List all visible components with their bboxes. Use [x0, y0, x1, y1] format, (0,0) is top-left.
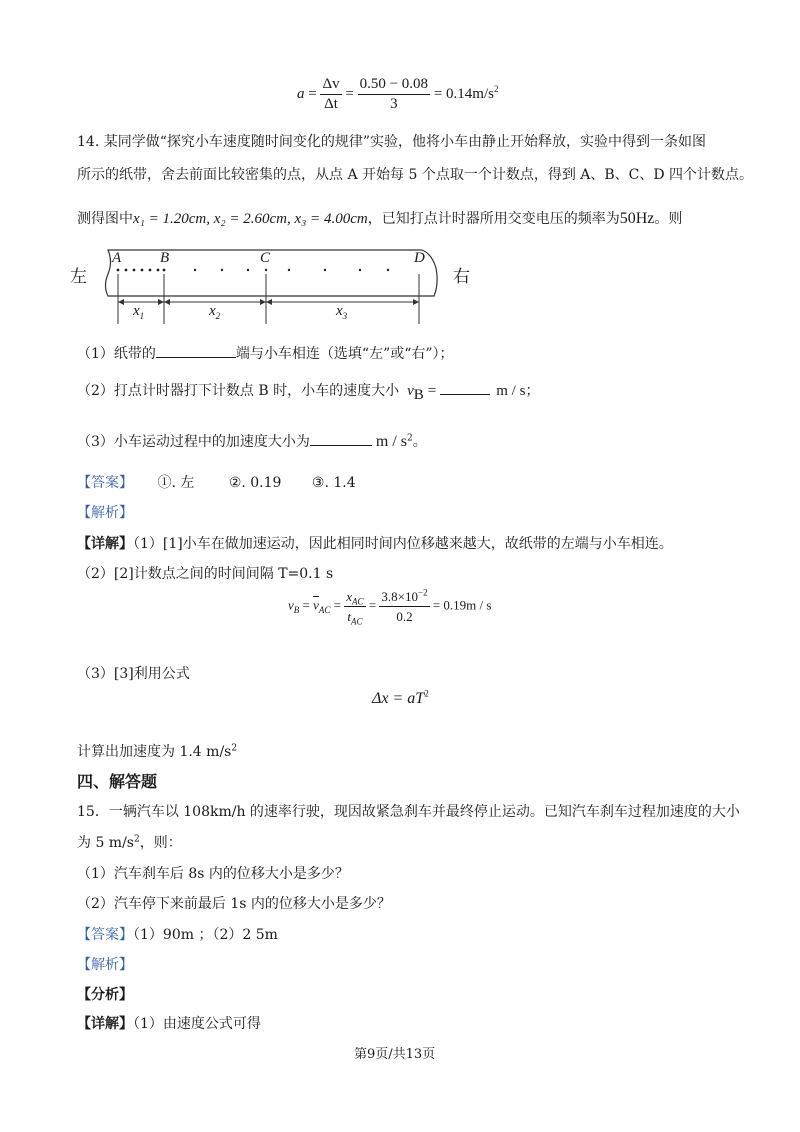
- q14-calc: 计算出加速度为 1.4 $m/s^2$: [77, 743, 238, 760]
- q15-line-2: 为 5 $m/s^2$，则：: [77, 834, 182, 851]
- q14-sub-1: （1）纸带的 端与小车相连（选填“左”或“右”）；: [77, 343, 454, 363]
- formula-result: 0.14m/s: [446, 85, 494, 102]
- q14-detail-3: （3）[3]利用公式: [77, 666, 190, 682]
- point-b-label: B: [160, 250, 170, 266]
- q14-sub-2: （2）打点计时器打下计数点 B 时，小车的速度大小 $v_B = m / s$；: [77, 380, 539, 400]
- q15-analysis-tag: 【解析】: [77, 957, 133, 973]
- q14-line-2: 所示的纸带，舍去前面比较密集的点，从点 A 开始每 5 个点取一个计数点，得到 A、B、C、D 四个计数点。: [77, 167, 754, 183]
- formula-frac-2: $\frac{0.50 - 0.08}{3}$: [359, 76, 429, 112]
- tape-left-label: 左: [70, 267, 87, 287]
- point-c-label: C: [260, 250, 271, 266]
- point-d-label: D: [414, 250, 425, 266]
- q15-sub-2: （2）汽车停下来前最后 1s 内的位移大小是多少？: [77, 896, 391, 912]
- formula-frac-1: $\frac{\Delta v}{\Delta t}$: [322, 76, 340, 112]
- q14-detail-2: （2）[2]计数点之间的时间间隔 T=0.1 s: [77, 566, 334, 582]
- q14-sub-3: （3）小车运动过程中的加速度大小为 m / $s^2$。: [77, 433, 427, 450]
- q14-analysis-tag: 【解析】: [77, 505, 133, 521]
- q15-detail-1: 【详解】（1）由速度公式可得: [77, 1016, 261, 1032]
- sparse-dots: [194, 269, 389, 271]
- segment-x3-label: $x_3$: [336, 303, 348, 321]
- delta-formula: $\Delta x = aT^2$: [372, 688, 429, 707]
- answer-blank-1: [156, 343, 236, 358]
- q14-number: 14.: [77, 134, 100, 150]
- answer-blank-2: [440, 380, 490, 395]
- measured-values: x₁ = 1.20cm, x₂ = 2.60cm, x₃ = 4.00cm: [133, 211, 368, 227]
- tape-right-label: 右: [453, 267, 470, 287]
- dimension-lines: [118, 274, 419, 324]
- frequency-value: 50Hz: [619, 210, 655, 227]
- q14-answer: 【答案】 ①. 左 ②. 0.19 ③. 1.4: [77, 475, 356, 491]
- q14-line-1: 14. 某同学做“探究小车速度随时间变化的规律”实验，他将小车由静止开始释放，实验中得到一条如图: [77, 134, 707, 150]
- q15-line-1: 15．一辆汽车以 108km/h 的速率行驶，现因故紧急刹车并最终停止运动。已知汽车刹车过程加速度的大小: [77, 804, 740, 820]
- top-formula: a = $\frac{\Delta v}{\Delta t}$ = $\frac{0.50 - 0.08}{3}$ = $0.14m/s^2$: [297, 76, 499, 112]
- answer-tag: 【答案】: [77, 475, 133, 491]
- answer-blank-3: [310, 431, 372, 446]
- segment-x1-label: $x_1$: [133, 303, 145, 321]
- q14-detail-1: 【详解】（1）[1]小车在做加速运动，因此相同时间内位移越来越大，故纸带的左端与小车相连。: [77, 536, 673, 552]
- formula-lhs: a: [297, 85, 305, 102]
- section-title: 四、解答题: [77, 772, 158, 791]
- segment-x2-label: $x_2$: [209, 303, 221, 321]
- q15-sub-1: （1）汽车刹车后 8s 内的位移大小是多少？: [77, 866, 349, 882]
- paper-tape-diagram: [70, 248, 490, 326]
- q15-answer: 【答案】（1）90m ；（2）2 5m: [77, 927, 278, 943]
- point-a-label: A: [112, 250, 122, 266]
- tape-outline: [106, 250, 438, 296]
- q15-fenxi-tag: 【分析】: [77, 987, 133, 1003]
- dense-dots: [117, 269, 166, 272]
- page-number: 第9页/共13页: [354, 1047, 436, 1062]
- vb-formula: $v_B = \overline{v}_{AC}$ = $\frac{x_{AC}}{t_{AC}}$ = $\frac{3.8\times 10^{-2}}{0.2}$ = 0.19m / s: [288, 587, 492, 627]
- q14-line-3: 测得图中x₁ = 1.20cm, x₂ = 2.60cm, x₃ = 4.00cm，已知打点计时器所用交变电压的频率为50Hz。则: [77, 210, 683, 227]
